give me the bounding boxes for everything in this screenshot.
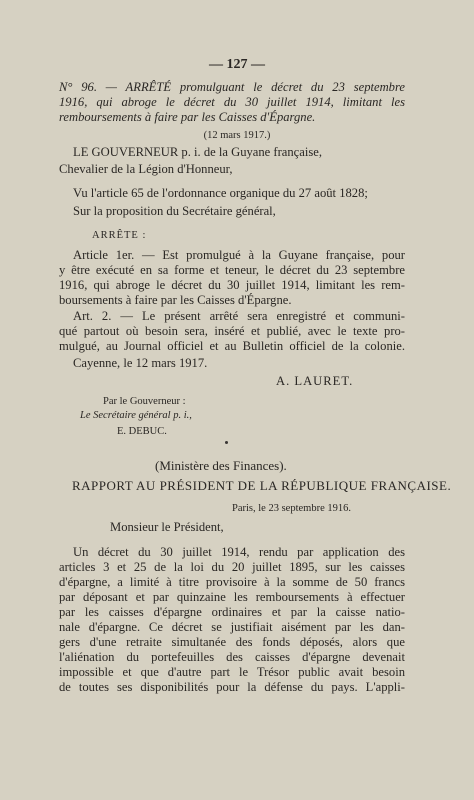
rapport-body-line: Un décret du 30 juillet 1914, rendu par application des — [73, 545, 405, 559]
salutation: Monsieur le Président, — [110, 520, 224, 534]
article-1-line-3: 1916, qui abroge le décret du 30 juillet 1914, limitant les rem- — [59, 278, 405, 292]
rapport-body-line: de toutes ses disponibilités pour la défense du pays. L'appli- — [59, 680, 405, 694]
rapport-title: RAPPORT AU PRÉSIDENT DE LA RÉPUBLIQUE FRANÇAISE. — [72, 478, 452, 493]
separator-dot — [225, 441, 228, 444]
signature: A. LAURET. — [276, 374, 354, 388]
governor-line-2: Chevalier de la Légion d'Honneur, — [59, 162, 233, 176]
rapport-body-line: impossible et que d'autre part le Trésor public avait besoin — [59, 665, 405, 679]
ministry-line: (Ministère des Finances). — [155, 458, 287, 473]
governor-line-1: LE GOUVERNEUR p. i. de la Guyane française, — [73, 145, 323, 159]
decree-title-line-1: N° 96. — ARRÊTÉ promulguant le décret du 23 septembre — [59, 80, 405, 94]
article-1-line-1: Article 1er. — Est promulgué à la Guyane française, pour — [73, 248, 405, 262]
page-number: — 127 — — [209, 57, 265, 72]
article-2-line-1: Art. 2. — Le présent arrêté sera enregistré et communi- — [73, 309, 405, 323]
rapport-body-line: nale d'épargne. Ce décret se justifiait aisément par les dan- — [59, 620, 405, 634]
secretaire-general: Le Secrétaire général p. i., — [80, 410, 192, 421]
sur-line: Sur la proposition du Secrétaire général, — [73, 204, 276, 218]
decree-date: (12 mars 1917.) — [203, 130, 271, 141]
decree-title-line-2: 1916, qui abroge le décret du 30 juillet 1914, limitant les — [59, 95, 405, 109]
rapport-body-line: articles 3 et 25 de la loi du 20 juillet 1895, sur les caisses — [59, 560, 405, 574]
secretaire-name: E. DEBUC. — [117, 426, 167, 437]
rapport-body-line: par les caisses d'épargne ordinaires et par la caisse natio- — [59, 605, 405, 619]
article-2-line-2: qué partout où besoin sera, inséré et publié, avec le texte pro- — [59, 324, 405, 338]
par-le-gouverneur: Par le Gouverneur : — [103, 396, 186, 407]
rapport-body-line: gers d'une retraite simultanée des fonds déposés, alors que — [59, 635, 405, 649]
arrete-heading: ARRÊTE : — [92, 230, 147, 241]
article-1-line-4: boursements à faire par les Caisses d'Épargne. — [59, 293, 292, 307]
decree-title-line-3: remboursements à faire par les Caisses d'Épargne. — [59, 110, 316, 124]
article-1-line-2: y être exécuté en sa forme et teneur, le décret du 23 septembre — [59, 263, 405, 277]
rapport-body-line: l'aliénation du portefeuilles des caisses d'épargne devenait — [59, 650, 405, 664]
rapport-body-line: par déposant et par quinzaine les remboursements à effectuer — [59, 590, 405, 604]
article-2-line-3: mulgué, au Journal officiel et au Bulletin officiel de la colonie. — [59, 339, 405, 353]
rapport-dateline: Paris, le 23 septembre 1916. — [232, 503, 351, 514]
vu-line: Vu l'article 65 de l'ordonnance organique du 27 août 1828; — [73, 186, 368, 200]
place-date: Cayenne, le 12 mars 1917. — [73, 356, 208, 370]
rapport-body-line: d'épargne, a limité à titre provisoire à la somme de 50 francs — [59, 575, 405, 589]
